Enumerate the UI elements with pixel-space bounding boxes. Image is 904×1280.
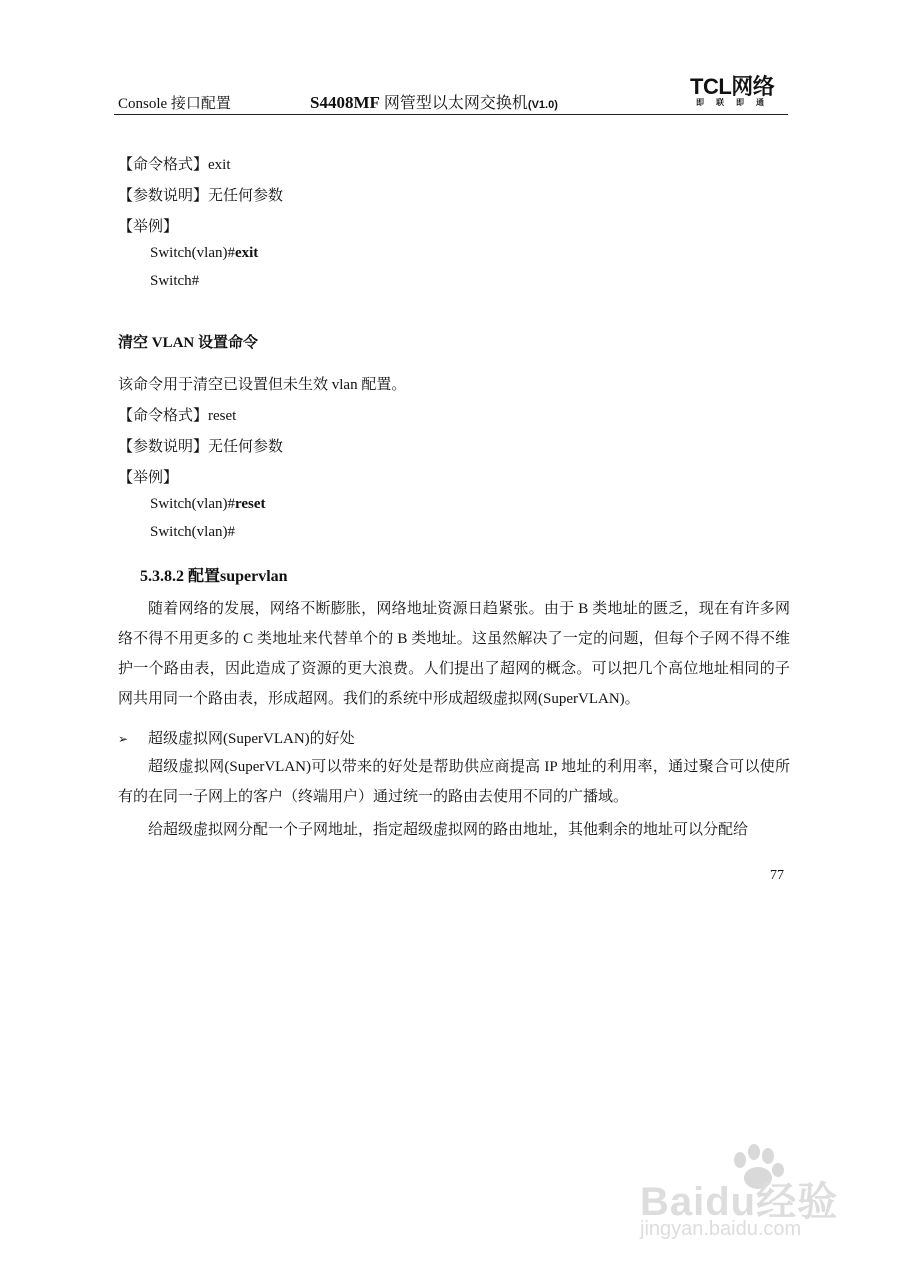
header-version: (V1.0) xyxy=(527,99,558,111)
baidu-watermark xyxy=(640,1140,860,1240)
example-prompt: Switch(vlan)# xyxy=(150,496,235,512)
bullet-arrow-icon: ➢ xyxy=(118,732,129,746)
paragraph-subnet-assign: 给超级虚拟网分配一个子网地址，指定超级虚拟网的路由地址，其他剩余的地址可以分配给 xyxy=(148,822,749,838)
example-line-reset xyxy=(150,496,266,513)
logo-brand: TCL网络 xyxy=(690,74,775,99)
bullet-text: 超级虚拟网(SuperVLAN)的好处 xyxy=(148,731,355,747)
watermark-brand: Baidu经验 xyxy=(640,1180,839,1224)
example-command: reset xyxy=(234,496,266,512)
cmd-format-reset: 【命令格式】reset xyxy=(118,408,237,424)
page-number: 77 xyxy=(770,868,784,883)
heading-supervlan xyxy=(140,563,288,586)
example-command: exit xyxy=(234,245,259,261)
header-section-title: Console 接口配置 xyxy=(118,96,231,112)
header-divider xyxy=(114,114,788,115)
header-model: S4408MF xyxy=(310,93,380,112)
cmd-format-exit: 【命令格式】exit xyxy=(118,157,231,173)
param-desc-exit: 【参数说明】无任何参数 xyxy=(118,188,284,204)
param-desc-reset: 【参数说明】无任何参数 xyxy=(118,439,284,455)
paragraph-supernet: 随着网络的发展，网络不断膨胀，网络地址资源日趋紧张。由于 B 类地址的匮乏，现在有许多网络不得不用更多的 C 类地址来代替单个的 B 类地址。这虽然解决了一定的问题，但每个子网不得不维护一个路由表，因此造成了资源的更大浪费。人们提出了超网的概念。可以把几个高位地址相同的子网共用同一个路由表，形成超网。我们的系统中形成超级虚拟网(SuperVLAN)。 xyxy=(118,601,790,707)
example-result-exit: Switch# xyxy=(150,273,200,289)
paragraph-supervlan-benefit: 超级虚拟网(SuperVLAN)可以带来的好处是帮助供应商提高 IP 地址的利用率，通过聚合可以使所有的在同一子网上的客户（终端用户）通过统一的路由去使用不同的广播域。 xyxy=(118,759,790,805)
example-label-reset: 【举例】 xyxy=(118,470,179,486)
heading-clear-vlan: 清空 VLAN 设置命令 xyxy=(118,335,259,351)
intro-clear-vlan: 该命令用于清空已设置但未生效 vlan 配置。 xyxy=(118,377,407,393)
section-title: 配置supervlan xyxy=(188,568,288,585)
example-prompt: Switch(vlan)# xyxy=(150,245,235,261)
example-line-exit xyxy=(150,245,258,262)
section-number: 5.3.8.2 xyxy=(140,568,184,585)
example-label-exit: 【举例】 xyxy=(118,219,179,235)
header-doc-title xyxy=(310,90,558,113)
watermark-url: jingyan.baidu.com xyxy=(640,1218,802,1240)
logo-slogan: 即联即通 xyxy=(696,98,776,107)
header-product-name: 网管型以太网交换机 xyxy=(383,95,528,112)
tcl-logo xyxy=(690,76,786,110)
bullet-supervlan-benefits xyxy=(118,727,355,748)
example-result-reset: Switch(vlan)# xyxy=(150,524,235,540)
